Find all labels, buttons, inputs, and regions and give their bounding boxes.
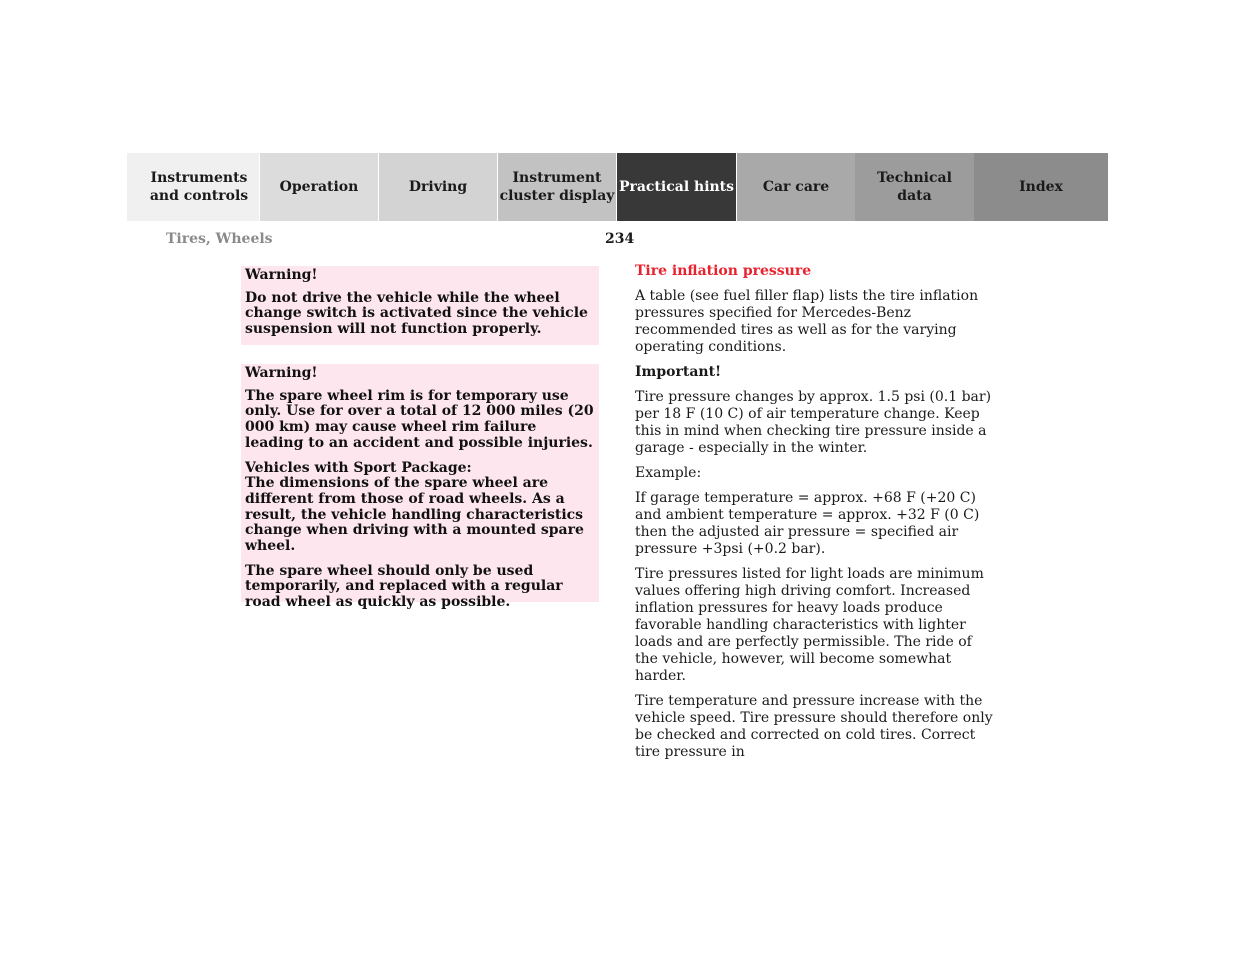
- tab-instrument-cluster-display[interactable]: Instrument cluster display: [497, 153, 616, 221]
- warning-title: Warning!: [245, 267, 318, 283]
- intro-paragraph: A table (see fuel filler flap) lists the tire inflation pressures specified for Mercedes-Benz recommended tires as well as for the varying operating conditions.: [635, 288, 979, 355]
- tab-technical-data[interactable]: Technical data: [855, 153, 974, 221]
- warning-text: The spare wheel rim is for temporary use only. Use for over a total of 12 000 miles (20 000 km) may cause wheel rim failure leading to an accident and possible injuries.: [245, 387, 594, 451]
- paragraph-loads: Tire pressures listed for light loads are minimum values offering high driving comfort. Increased inflation pressures for heavy loads produce favorable handling characteristics with lighter loads and are perfectly permissible. The ride of the vehicle, however, will become somewhat harder.: [635, 566, 984, 684]
- warning-text: Do not drive the vehicle while the wheel change switch is activated since the vehicle suspension will not function properly.: [245, 289, 588, 338]
- page-number: 234: [605, 231, 635, 247]
- paragraph-example: If garage temperature = approx. +68 F (+20 C) and ambient temperature = approx. +32 F (0 C) then the adjusted air pressure = specified air pressure +3psi (+0.2 bar).: [635, 490, 980, 557]
- warning-title: Warning!: [245, 365, 318, 381]
- warning-box-spare-wheel: [241, 364, 599, 611]
- important-label: Important!: [635, 364, 722, 380]
- warning-subheading: Vehicles with Sport Package:: [245, 459, 472, 476]
- tab-practical-hints[interactable]: Practical hints: [616, 153, 736, 221]
- chapter-navigation: [127, 153, 1108, 221]
- paragraph-temperature-change: Tire pressure changes by approx. 1.5 psi (0.1 bar) per 18 F (10 C) of air temperature change. Keep this in mind when checking tire pressure inside a garage - especially in the winter.: [635, 389, 992, 456]
- main-content: [635, 262, 995, 769]
- example-label: Example:: [635, 465, 702, 481]
- paragraph-speed: Tire temperature and pressure increase with the vehicle speed. Tire pressure should therefore only be checked and corrected on cold tires. Correct tire pressure in: [635, 693, 993, 760]
- warning-text: The spare wheel should only be used temporarily, and replaced with a regular road wheel as quickly as possible.: [245, 562, 563, 611]
- tab-driving[interactable]: Driving: [378, 153, 497, 221]
- tab-car-care[interactable]: Car care: [736, 153, 855, 221]
- tab-instruments-and-controls[interactable]: Instruments and controls: [127, 153, 259, 221]
- section-title: Tires, Wheels: [166, 231, 273, 247]
- warning-text: The dimensions of the spare wheel are different from those of road wheels. As a result, the vehicle handling characteristics change when driving with a mounted spare wheel.: [245, 475, 584, 555]
- tab-index[interactable]: Index: [974, 153, 1108, 221]
- tab-operation[interactable]: Operation: [259, 153, 378, 221]
- page-heading: Tire inflation pressure: [635, 263, 812, 279]
- warning-box-wheel-change-switch: [241, 266, 599, 345]
